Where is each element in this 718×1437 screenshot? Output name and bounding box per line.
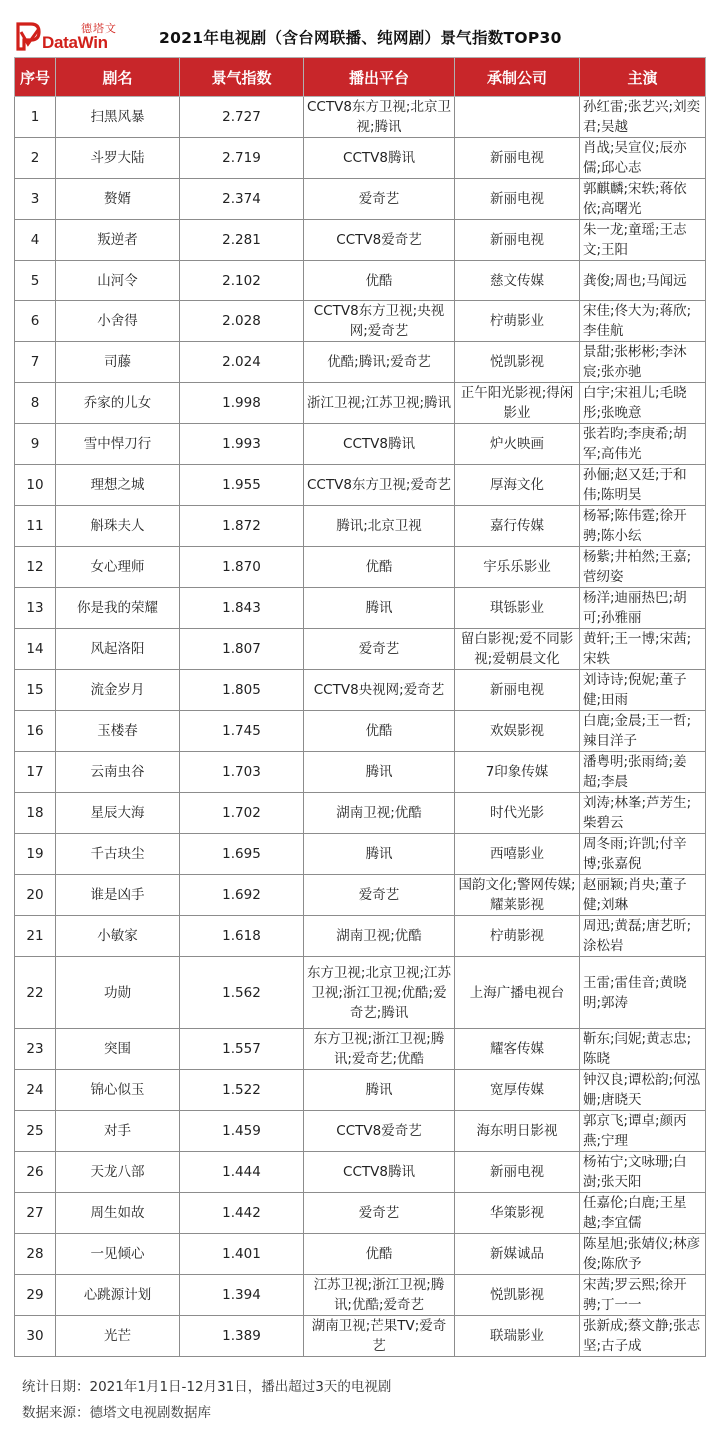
index-cell: 1.522 [180, 1070, 304, 1111]
rank-cell: 22 [15, 957, 56, 1029]
index-cell: 1.557 [180, 1029, 304, 1070]
table-header-row [15, 58, 706, 97]
index-cell: 2.719 [180, 138, 304, 179]
index-cell: 2.727 [180, 97, 304, 138]
table-row [15, 1234, 706, 1275]
table-row [15, 588, 706, 629]
index-cell: 1.618 [180, 916, 304, 957]
column-header-company: 承制公司 [455, 58, 580, 97]
table-row [15, 220, 706, 261]
table-row [15, 834, 706, 875]
index-cell: 1.401 [180, 1234, 304, 1275]
company-cell: 新丽电视 [455, 1152, 580, 1193]
logo-chinese-text: 德塔文 [81, 22, 117, 35]
rank-cell: 16 [15, 711, 56, 752]
rank-cell: 8 [15, 383, 56, 424]
platform-cell: CCTV8东方卫视;爱奇艺 [304, 465, 455, 506]
table-row [15, 424, 706, 465]
actors-cell: 刘诗诗;倪妮;董子健;田雨 [580, 670, 706, 711]
drama-name-cell: 云南虫谷 [56, 752, 180, 793]
drama-name-cell: 玉楼春 [56, 711, 180, 752]
table-row [15, 179, 706, 220]
rank-cell: 23 [15, 1029, 56, 1070]
actors-cell: 孙俪;赵又廷;于和伟;陈明昊 [580, 465, 706, 506]
company-cell: 上海广播电视台 [455, 957, 580, 1029]
rank-cell: 11 [15, 506, 56, 547]
platform-cell: CCTV8腾讯 [304, 424, 455, 465]
datawin-logo-icon [16, 22, 42, 52]
actors-cell: 王雷;雷佳音;黄晓明;郭涛 [580, 957, 706, 1029]
company-cell: 琪铄影业 [455, 588, 580, 629]
drama-name-cell: 千古玦尘 [56, 834, 180, 875]
actors-cell: 郭麒麟;宋轶;蒋依依;高曙光 [580, 179, 706, 220]
company-cell: 正午阳光影视;得闲影业 [455, 383, 580, 424]
table-row [15, 957, 706, 1029]
index-cell: 1.459 [180, 1111, 304, 1152]
rank-cell: 4 [15, 220, 56, 261]
index-cell: 1.998 [180, 383, 304, 424]
drama-name-cell: 星辰大海 [56, 793, 180, 834]
company-cell: 新丽电视 [455, 670, 580, 711]
rank-cell: 17 [15, 752, 56, 793]
company-cell: 华策影视 [455, 1193, 580, 1234]
actors-cell: 杨幂;陈伟霆;徐开骋;陈小纭 [580, 506, 706, 547]
index-cell: 1.703 [180, 752, 304, 793]
table-row [15, 342, 706, 383]
platform-cell: 爱奇艺 [304, 629, 455, 670]
column-header-index: 景气指数 [180, 58, 304, 97]
platform-cell: 东方卫视;浙江卫视;腾讯;爱奇艺;优酷 [304, 1029, 455, 1070]
actors-cell: 陈星旭;张婧仪;林彦俊;陈欣予 [580, 1234, 706, 1275]
index-cell: 1.745 [180, 711, 304, 752]
drama-name-cell: 小舍得 [56, 301, 180, 342]
company-cell: 新媒诚品 [455, 1234, 580, 1275]
actors-cell: 赵丽颖;肖央;董子健;刘琳 [580, 875, 706, 916]
actors-cell: 龚俊;周也;马闻远 [580, 261, 706, 301]
rank-cell: 25 [15, 1111, 56, 1152]
company-cell: 联瑞影业 [455, 1316, 580, 1357]
table-row [15, 383, 706, 424]
company-cell: 炉火映画 [455, 424, 580, 465]
actors-cell: 张若昀;李庚希;胡军;高伟光 [580, 424, 706, 465]
index-cell: 1.872 [180, 506, 304, 547]
platform-cell: 腾讯 [304, 752, 455, 793]
table-row [15, 1152, 706, 1193]
rank-cell: 5 [15, 261, 56, 301]
actors-cell: 朱一龙;童瑶;王志文;王阳 [580, 220, 706, 261]
column-header-actors: 主演 [580, 58, 706, 97]
column-header-rank: 序号 [15, 58, 56, 97]
company-cell: 柠萌影业 [455, 301, 580, 342]
actors-cell: 孙红雷;张艺兴;刘奕君;吴越 [580, 97, 706, 138]
table-row [15, 711, 706, 752]
index-cell: 2.028 [180, 301, 304, 342]
company-cell: 留白影视;爱不同影视;爱朝晨文化 [455, 629, 580, 670]
table-row [15, 1070, 706, 1111]
table-row [15, 793, 706, 834]
drama-name-cell: 山河令 [56, 261, 180, 301]
company-cell: 厚海文化 [455, 465, 580, 506]
table-row [15, 1316, 706, 1357]
platform-cell: 湖南卫视;优酷 [304, 916, 455, 957]
company-cell: 宇乐乐影业 [455, 547, 580, 588]
rank-cell: 14 [15, 629, 56, 670]
drama-name-cell: 女心理师 [56, 547, 180, 588]
platform-cell: 爱奇艺 [304, 875, 455, 916]
table-row [15, 670, 706, 711]
company-cell: 悦凯影视 [455, 342, 580, 383]
actors-cell: 钟汉良;谭松韵;何泓姗;唐晓天 [580, 1070, 706, 1111]
data-source-note: 数据来源：德塔文电视剧数据库 [22, 1405, 211, 1421]
company-cell: 欢娱影视 [455, 711, 580, 752]
company-cell: 悦凯影视 [455, 1275, 580, 1316]
table-row [15, 1111, 706, 1152]
actors-cell: 潘粤明;张雨绮;姜超;李晨 [580, 752, 706, 793]
table-row [15, 752, 706, 793]
drama-name-cell: 谁是凶手 [56, 875, 180, 916]
table-row [15, 629, 706, 670]
rank-cell: 18 [15, 793, 56, 834]
actors-cell: 白鹿;金晨;王一哲;辣目洋子 [580, 711, 706, 752]
drama-name-cell: 心跳源计划 [56, 1275, 180, 1316]
index-cell: 1.692 [180, 875, 304, 916]
platform-cell: 湖南卫视;芒果TV;爱奇艺 [304, 1316, 455, 1357]
rank-cell: 21 [15, 916, 56, 957]
rank-cell: 28 [15, 1234, 56, 1275]
drama-name-cell: 乔家的儿女 [56, 383, 180, 424]
rank-cell: 24 [15, 1070, 56, 1111]
drama-name-cell: 雪中悍刀行 [56, 424, 180, 465]
table-row [15, 1193, 706, 1234]
drama-name-cell: 突围 [56, 1029, 180, 1070]
drama-name-cell: 叛逆者 [56, 220, 180, 261]
logo-english-text: DataWin [42, 33, 108, 52]
platform-cell: 优酷 [304, 1234, 455, 1275]
datawin-logo [14, 16, 124, 60]
column-header-name: 剧名 [56, 58, 180, 97]
rank-cell: 27 [15, 1193, 56, 1234]
rank-cell: 29 [15, 1275, 56, 1316]
rank-cell: 19 [15, 834, 56, 875]
actors-cell: 景甜;张彬彬;李沐宸;张亦驰 [580, 342, 706, 383]
company-cell: 新丽电视 [455, 220, 580, 261]
rank-cell: 7 [15, 342, 56, 383]
index-cell: 1.695 [180, 834, 304, 875]
table-row [15, 1029, 706, 1070]
rank-cell: 13 [15, 588, 56, 629]
company-cell: 嘉行传媒 [455, 506, 580, 547]
column-header-platform: 播出平台 [304, 58, 455, 97]
platform-cell: CCTV8东方卫视;央视网;爱奇艺 [304, 301, 455, 342]
actors-cell: 杨祐宁;文咏珊;白澍;张天阳 [580, 1152, 706, 1193]
company-cell: 新丽电视 [455, 179, 580, 220]
company-cell: 耀客传媒 [455, 1029, 580, 1070]
report-footer [22, 1374, 391, 1426]
platform-cell: 腾讯 [304, 1070, 455, 1111]
index-cell: 1.843 [180, 588, 304, 629]
platform-cell: 江苏卫视;浙江卫视;腾讯;优酷;爱奇艺 [304, 1275, 455, 1316]
company-cell: 宽厚传媒 [455, 1070, 580, 1111]
drama-name-cell: 赘婿 [56, 179, 180, 220]
table-row [15, 465, 706, 506]
drama-name-cell: 扫黑风暴 [56, 97, 180, 138]
index-cell: 1.993 [180, 424, 304, 465]
actors-cell: 黄轩;王一博;宋茜;宋轶 [580, 629, 706, 670]
statistics-date-note: 统计日期：2021年1月1日-12月31日，播出超过3天的电视剧 [22, 1379, 392, 1395]
drama-name-cell: 小敏家 [56, 916, 180, 957]
company-cell: 新丽电视 [455, 138, 580, 179]
platform-cell: CCTV8腾讯 [304, 1152, 455, 1193]
company-cell: 慈文传媒 [455, 261, 580, 301]
index-cell: 1.805 [180, 670, 304, 711]
actors-cell: 周冬雨;许凯;付辛博;张嘉倪 [580, 834, 706, 875]
index-cell: 1.394 [180, 1275, 304, 1316]
drama-name-cell: 天龙八部 [56, 1152, 180, 1193]
index-cell: 1.807 [180, 629, 304, 670]
index-cell: 1.442 [180, 1193, 304, 1234]
report-title: 2021年电视剧（含台网联播、纯网剧）景气指数TOP30 [159, 29, 562, 47]
actors-cell: 宋佳;佟大为;蒋欣;李佳航 [580, 301, 706, 342]
drama-name-cell: 锦心似玉 [56, 1070, 180, 1111]
index-cell: 1.702 [180, 793, 304, 834]
drama-name-cell: 对手 [56, 1111, 180, 1152]
drama-name-cell: 风起洛阳 [56, 629, 180, 670]
table-row [15, 261, 706, 301]
index-cell: 1.562 [180, 957, 304, 1029]
actors-cell: 杨紫;井柏然;王嘉;菅纫姿 [580, 547, 706, 588]
actors-cell: 张新成;蔡文静;张志坚;古子成 [580, 1316, 706, 1357]
table-row [15, 301, 706, 342]
platform-cell: CCTV8爱奇艺 [304, 220, 455, 261]
table-row [15, 875, 706, 916]
table-row [15, 1275, 706, 1316]
rank-cell: 20 [15, 875, 56, 916]
index-cell: 1.444 [180, 1152, 304, 1193]
table-row [15, 547, 706, 588]
drama-name-cell: 斗罗大陆 [56, 138, 180, 179]
rank-cell: 26 [15, 1152, 56, 1193]
platform-cell: CCTV8央视网;爱奇艺 [304, 670, 455, 711]
company-cell: 国韵文化;警网传媒;耀莱影视 [455, 875, 580, 916]
rank-cell: 30 [15, 1316, 56, 1357]
platform-cell: 优酷;腾讯;爱奇艺 [304, 342, 455, 383]
actors-cell: 郭京飞;谭卓;颜丙燕;宁理 [580, 1111, 706, 1152]
actors-cell: 刘涛;林峯;芦芳生;柴碧云 [580, 793, 706, 834]
index-cell: 2.374 [180, 179, 304, 220]
rank-cell: 1 [15, 97, 56, 138]
index-cell: 2.024 [180, 342, 304, 383]
actors-cell: 靳东;闫妮;黄志忠;陈晓 [580, 1029, 706, 1070]
ranking-table [14, 57, 706, 1357]
platform-cell: CCTV8东方卫视;北京卫视;腾讯 [304, 97, 455, 138]
drama-name-cell: 周生如故 [56, 1193, 180, 1234]
report-header [14, 16, 704, 60]
platform-cell: 爱奇艺 [304, 179, 455, 220]
platform-cell: CCTV8腾讯 [304, 138, 455, 179]
platform-cell: 腾讯 [304, 588, 455, 629]
actors-cell: 杨洋;迪丽热巴;胡可;孙雅丽 [580, 588, 706, 629]
platform-cell: 腾讯;北京卫视 [304, 506, 455, 547]
rank-cell: 10 [15, 465, 56, 506]
company-cell: 7印象传媒 [455, 752, 580, 793]
platform-cell: 湖南卫视;优酷 [304, 793, 455, 834]
rank-cell: 2 [15, 138, 56, 179]
index-cell: 1.870 [180, 547, 304, 588]
company-cell: 柠萌影视 [455, 916, 580, 957]
drama-name-cell: 功勋 [56, 957, 180, 1029]
platform-cell: 腾讯 [304, 834, 455, 875]
company-cell [455, 97, 580, 138]
index-cell: 2.281 [180, 220, 304, 261]
drama-name-cell: 一见倾心 [56, 1234, 180, 1275]
table-row [15, 138, 706, 179]
rank-cell: 15 [15, 670, 56, 711]
platform-cell: 优酷 [304, 547, 455, 588]
company-cell: 时代光影 [455, 793, 580, 834]
company-cell: 海东明日影视 [455, 1111, 580, 1152]
table-row [15, 97, 706, 138]
company-cell: 西嘻影业 [455, 834, 580, 875]
index-cell: 2.102 [180, 261, 304, 301]
actors-cell: 宋茜;罗云熙;徐开骋;丁一一 [580, 1275, 706, 1316]
actors-cell: 白宇;宋祖儿;毛晓彤;张晚意 [580, 383, 706, 424]
drama-name-cell: 光芒 [56, 1316, 180, 1357]
rank-cell: 12 [15, 547, 56, 588]
drama-name-cell: 理想之城 [56, 465, 180, 506]
rank-cell: 9 [15, 424, 56, 465]
rank-cell: 6 [15, 301, 56, 342]
rank-cell: 3 [15, 179, 56, 220]
actors-cell: 周迅;黄磊;唐艺昕;涂松岩 [580, 916, 706, 957]
drama-name-cell: 你是我的荣耀 [56, 588, 180, 629]
platform-cell: 浙江卫视;江苏卫视;腾讯 [304, 383, 455, 424]
platform-cell: 爱奇艺 [304, 1193, 455, 1234]
table-row [15, 506, 706, 547]
drama-name-cell: 流金岁月 [56, 670, 180, 711]
index-cell: 1.389 [180, 1316, 304, 1357]
drama-name-cell: 司藤 [56, 342, 180, 383]
platform-cell: CCTV8爱奇艺 [304, 1111, 455, 1152]
table-row [15, 916, 706, 957]
platform-cell: 优酷 [304, 261, 455, 301]
drama-name-cell: 斛珠夫人 [56, 506, 180, 547]
actors-cell: 任嘉伦;白鹿;王星越;李宜儒 [580, 1193, 706, 1234]
index-cell: 1.955 [180, 465, 304, 506]
platform-cell: 东方卫视;北京卫视;江苏卫视;浙江卫视;优酷;爱奇艺;腾讯 [304, 957, 455, 1029]
platform-cell: 优酷 [304, 711, 455, 752]
actors-cell: 肖战;吴宣仪;辰亦儒;邱心志 [580, 138, 706, 179]
